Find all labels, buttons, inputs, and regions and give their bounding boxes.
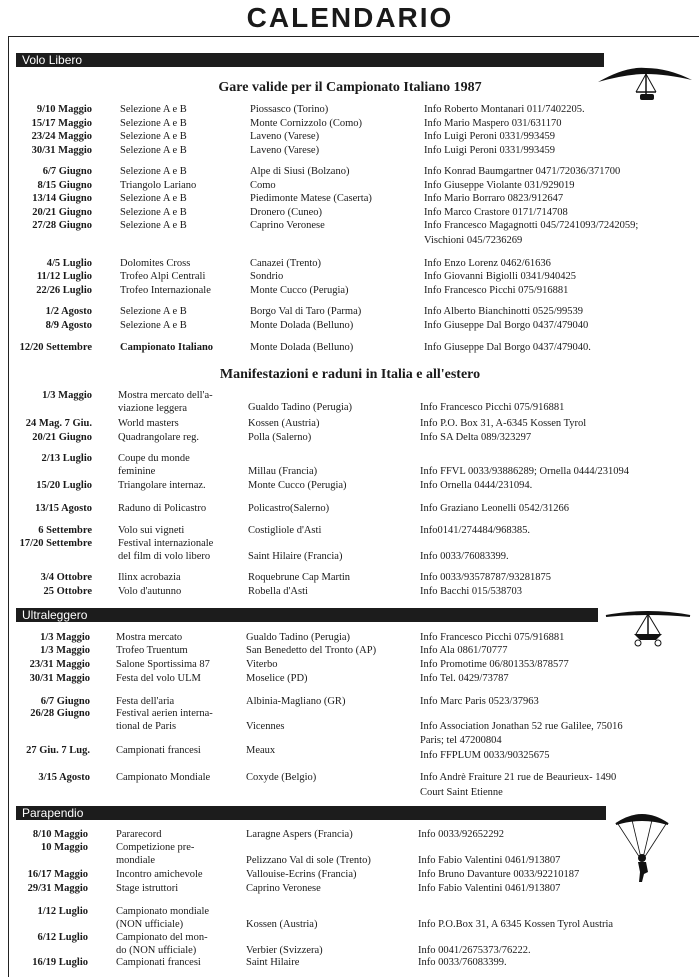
row-place: Sondrio — [250, 271, 284, 282]
row-event: Stage istruttori — [116, 883, 179, 894]
row-info: Info Giuseppe Dal Borgo 0437/479040. — [424, 342, 591, 353]
row-date: 9/10 Maggio — [36, 104, 92, 115]
row-place: Monte Dolada (Belluno) — [250, 342, 354, 353]
row-event: Dolomites Cross — [120, 258, 191, 269]
row-place: Millau (Francia) — [248, 465, 318, 477]
row-info: Info Francesco Magagnotti 045/7241093/7242059; — [424, 220, 639, 231]
row-place: Moselice (PD) — [246, 673, 308, 684]
section-bar-parapendio: Parapendio — [16, 806, 606, 820]
row-date: 29/31 Maggio — [27, 883, 88, 894]
row-event-cont: tional de Paris — [116, 720, 177, 732]
row-place: Albinia-Magliano (GR) — [246, 696, 346, 707]
row-date: 2/13 Luglio — [41, 453, 92, 464]
row-info: Info Mario Maspero 031/631170 — [424, 118, 562, 129]
row-event: Selezione A e B — [120, 306, 187, 317]
row-info: Info 0033/93578787/93281875 — [420, 572, 551, 583]
row-date: 20/21 Giugno — [32, 207, 92, 218]
row-info: Info Giovanni Bigiolli 0341/940425 — [424, 271, 576, 282]
row-place: Verbier (Svizzera) — [246, 944, 323, 956]
row-info-cont: Paris; tel 47200804 — [420, 735, 502, 746]
row-info-cont: Court Saint Etienne — [420, 786, 503, 798]
row-date: 24 Mag. 7 Giu. — [25, 418, 92, 429]
row-place: Kossen (Austria) — [248, 418, 320, 429]
row-info: Info Bruno Davanture 0033/92210187 — [418, 869, 580, 880]
row-date: 1/12 Luglio — [37, 906, 88, 917]
row-date: 1/3 Maggio — [40, 632, 90, 643]
row-event-cont: do (NON ufficiale) — [116, 944, 197, 956]
row-info: Info Promotime 06/801353/878577 — [420, 659, 569, 670]
row-date: 8/10 Maggio — [32, 829, 88, 840]
row-place: Canazei (Trento) — [250, 258, 322, 269]
row-date: 6/7 Giugno — [40, 696, 90, 707]
row-date: 16/17 Maggio — [27, 869, 88, 880]
row-info: Info Konrad Baumgartner 0471/72036/371700 — [424, 166, 621, 177]
row-event: Festa dell'aria — [116, 696, 175, 707]
row-date: 3/4 Ottobre — [40, 572, 92, 583]
row-event: Campionati francesi — [116, 957, 201, 968]
row-info: Info Alberto Bianchinotti 0525/99539 — [424, 306, 583, 317]
row-date: 10 Maggio — [41, 842, 88, 853]
paraglider-icon — [612, 808, 672, 884]
row-place: Monte Cucco (Perugia) — [250, 285, 349, 296]
row-place: Monte Cornizzolo (Como) — [250, 118, 362, 129]
row-date: 23/31 Maggio — [29, 659, 90, 670]
row-event: Selezione A e B — [120, 193, 187, 204]
row-event: Mostra mercato — [116, 632, 183, 643]
row-event: Quadrangolare reg. — [118, 432, 200, 443]
row-place: Borgo Val di Taro (Parma) — [250, 306, 362, 317]
row-date: 11/12 Luglio — [36, 271, 92, 282]
row-date: 30/31 Maggio — [31, 145, 92, 156]
row-info: Info Marc Paris 0523/37963 — [420, 696, 539, 707]
row-info: Info Association Jonathan 52 rue Galilee, 75016 — [420, 720, 623, 732]
row-info: Info 0033/92652292 — [418, 829, 505, 840]
heading-gare-campionato: Gare valide per il Campionato Italiano 1987 — [218, 80, 482, 95]
row-date: 26/28 Giugno — [30, 708, 90, 719]
row-date: 1/2 Agosto — [45, 306, 92, 317]
row-place: Monte Dolada (Belluno) — [250, 320, 354, 331]
row-place: Robella d'Asti — [248, 586, 308, 597]
row-event: World masters — [118, 418, 179, 429]
row-info: Info Graziano Leonelli 0542/31266 — [420, 503, 569, 514]
row-place: Polla (Salerno) — [248, 432, 312, 443]
row-info: Info Luigi Peroni 0331/993459 — [424, 131, 555, 142]
row-event: Campionato del mon- — [116, 932, 208, 943]
row-place: Pelizzano Val di sole (Trento) — [246, 854, 371, 866]
row-date: 8/15 Giugno — [37, 180, 92, 191]
row-event: Selezione A e B — [120, 104, 187, 115]
row-event: Selezione A e B — [120, 131, 187, 142]
ultralight-trike-icon — [604, 608, 692, 648]
row-place: Vicennes — [246, 720, 285, 732]
row-date: 1/3 Maggio — [42, 390, 92, 401]
row-place: San Benedetto del Tronto (AP) — [246, 645, 377, 656]
row-event: Festival aerien interna- — [116, 708, 213, 719]
row-place: Piedimonte Matese (Caserta) — [250, 193, 372, 204]
row-info: Info Fabio Valentini 0461/913807 — [418, 854, 561, 866]
row-place: Costigliole d'Asti — [248, 525, 322, 536]
row-date: 17/20 Settembre — [19, 538, 92, 549]
row-date: 27 Giu. 7 Lug. — [26, 745, 90, 756]
row-place: Alpe di Siusi (Bolzano) — [250, 166, 350, 177]
row-date: 20/21 Giugno — [32, 432, 92, 443]
row-info: Info Marco Crastore 0171/714708 — [424, 207, 568, 218]
row-event: Campionati francesi — [116, 745, 201, 756]
row-event: Trofeo Alpi Centrali — [120, 271, 206, 282]
row-info: Info Giuseppe Violante 031/929019 — [424, 180, 575, 191]
row-place: Vallouise-Ecrins (Francia) — [246, 869, 357, 880]
row-date: 15/17 Maggio — [31, 118, 92, 129]
row-info: Info Tel. 0429/73787 — [420, 673, 509, 684]
row-info: Info0141/274484/968385. — [420, 525, 530, 536]
row-place: Piossasco (Torino) — [250, 104, 329, 115]
row-info: Info Andrè Fraiture 21 rue de Beaurieux- 1490 — [420, 772, 617, 783]
row-date: 25 Ottobre — [43, 586, 92, 597]
row-info: Info 0033/76083399. — [420, 550, 509, 562]
row-place: Monte Cucco (Perugia) — [248, 480, 347, 491]
row-date: 6/7 Giugno — [42, 166, 92, 177]
row-info: Info P.O.Box 31, A 6345 Kossen Tyrol Austria — [418, 918, 614, 930]
row-place: Saint Hilaire (Francia) — [248, 550, 343, 562]
row-event: Festival internazionale — [118, 538, 214, 549]
row-date: 6/12 Luglio — [37, 932, 88, 943]
row-date: 15/20 Luglio — [36, 480, 92, 491]
row-event: Selezione A e B — [120, 145, 187, 156]
row-event: Selezione A e B — [120, 207, 187, 218]
row-place: Laragne Aspers (Francia) — [246, 829, 353, 840]
row-event: Volo sui vigneti — [118, 525, 185, 536]
row-event: Selezione A e B — [120, 166, 187, 177]
row-event: Mostra mercato dell'a- — [118, 390, 213, 401]
row-event: Campionato Mondiale — [116, 772, 211, 783]
row-date: 13/15 Agosto — [35, 503, 92, 514]
row-event: Pararecord — [116, 829, 162, 840]
row-date: 16/19 Luglio — [32, 957, 88, 968]
row-place: Roquebrune Cap Martin — [248, 572, 351, 583]
row-info: Info Ornella 0444/231094. — [420, 480, 533, 491]
row-place: Dronero (Cuneo) — [250, 207, 323, 218]
row-date: 6 Settembre — [38, 525, 92, 536]
row-place: Caprino Veronese — [250, 220, 325, 231]
row-event-cont: (NON ufficiale) — [116, 918, 184, 930]
row-info: Info Roberto Montanari 011/7402205. — [424, 104, 585, 115]
row-info: Info Enzo Lorenz 0462/61636 — [424, 258, 551, 269]
row-info: Info Francesco Picchi 075/916881 — [424, 285, 569, 296]
row-date: 27/28 Giugno — [32, 220, 92, 231]
row-place: Viterbo — [246, 659, 278, 670]
row-event-cont: feminine — [118, 465, 156, 477]
row-place: Caprino Veronese — [246, 883, 321, 894]
row-event: Trofeo Truentum — [116, 645, 188, 656]
row-date: 3/15 Agosto — [38, 772, 90, 783]
section-bar-volo-libero: Volo Libero — [16, 53, 604, 67]
row-event: Trofeo Internazionale — [120, 285, 211, 296]
row-event-cont: del film di volo libero — [118, 550, 211, 562]
row-info: Info Giuseppe Dal Borgo 0437/479040 — [424, 320, 589, 331]
row-info: Info Luigi Peroni 0331/993459 — [424, 145, 555, 156]
row-event: Raduno di Policastro — [118, 503, 207, 514]
section-bar-ultraleggero: Ultraleggero — [16, 608, 598, 622]
row-event: Festa del volo ULM — [116, 673, 201, 684]
row-info: Info 0033/76083399. — [418, 957, 507, 968]
row-place: Coxyde (Belgio) — [246, 772, 317, 783]
row-date: 30/31 Maggio — [29, 673, 90, 684]
row-place: Saint Hilaire — [246, 957, 300, 968]
row-event: Selezione A e B — [120, 320, 187, 331]
heading-manifestazioni: Manifestazioni e raduni in Italia e all'estero — [219, 367, 481, 382]
row-date: 1/3 Maggio — [40, 645, 90, 656]
row-event: Incontro amichevole — [116, 869, 203, 880]
row-info: Info Francesco Picchi 075/916881 — [420, 632, 565, 643]
row-info: Info 0041/2675373/76222. — [418, 944, 531, 956]
row-event: Selezione A e B — [120, 118, 187, 129]
row-event: Salone Sportissima 87 — [116, 659, 210, 670]
row-date: 8/9 Agosto — [45, 320, 92, 331]
row-date: 12/20 Settembre — [19, 342, 92, 353]
row-date: 22/26 Luglio — [36, 285, 92, 296]
row-info: Info Mario Borraro 0823/912647 — [424, 193, 564, 204]
row-date: 23/24 Maggio — [31, 131, 92, 142]
row-info: Info FFVL 0033/93886289; Ornella 0444/231094 — [420, 465, 630, 477]
row-place: Laveno (Varese) — [250, 145, 320, 156]
row-event: Triangolare internaz. — [118, 480, 206, 491]
row-place: Meaux — [246, 745, 276, 756]
row-info: Info Ala 0861/70777 — [420, 645, 508, 656]
row-place: Como — [250, 180, 276, 191]
row-info: Info Bacchi 015/538703 — [420, 586, 523, 597]
row-event: Competizione pre- — [116, 842, 195, 853]
row-info-cont: Info FFPLUM 0033/90325675 — [420, 749, 550, 761]
row-event-cont: mondiale — [116, 854, 156, 866]
row-place: Kossen (Austria) — [246, 918, 318, 930]
row-place: Gualdo Tadino (Perugia) — [248, 401, 353, 413]
row-event: Ilinx acrobazia — [118, 572, 181, 583]
page-title: CALENDARIO — [246, 2, 454, 33]
row-event: Volo d'autunno — [118, 586, 182, 597]
row-event: Campionato Italiano — [120, 342, 214, 353]
row-event-cont: viazione leggera — [118, 402, 188, 414]
row-event: Campionato mondiale — [116, 906, 210, 917]
row-place: Gualdo Tadino (Perugia) — [246, 632, 351, 643]
row-info: Info Fabio Valentini 0461/913807 — [418, 883, 561, 894]
row-date: 4/5 Luglio — [46, 258, 92, 269]
row-event: Triangolo Lariano — [120, 180, 197, 191]
row-date: 13/14 Giugno — [32, 193, 92, 204]
row-event: Selezione A e B — [120, 220, 187, 231]
row-place: Policastro(Salerno) — [248, 503, 330, 514]
row-info: Info P.O. Box 31, A-6345 Kossen Tyrol — [420, 418, 587, 429]
row-info: Info SA Delta 089/323297 — [420, 432, 532, 443]
row-place: Laveno (Varese) — [250, 131, 320, 142]
row-info: Info Francesco Picchi 075/916881 — [420, 401, 565, 413]
row-info-cont: Vischioni 045/7236269 — [424, 234, 523, 246]
row-event: Coupe du monde — [118, 453, 190, 464]
